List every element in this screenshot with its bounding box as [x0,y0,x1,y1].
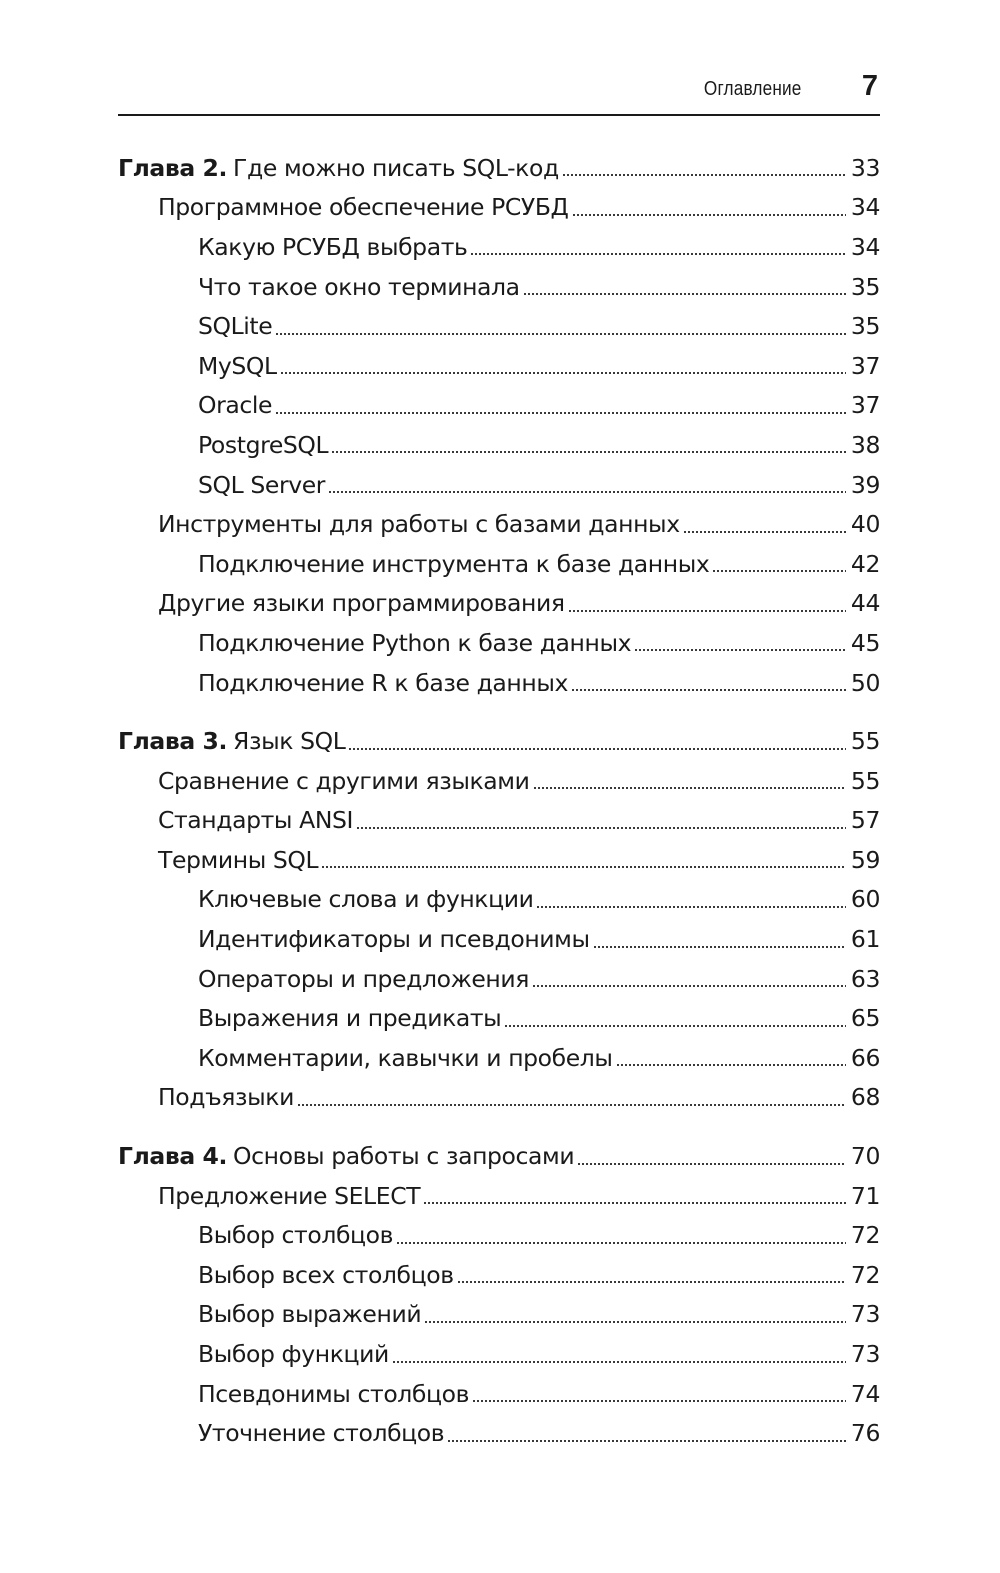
toc-page-number: 60 [850,885,880,914]
dot-leader [532,985,846,987]
toc-page-number: 37 [850,391,880,420]
dot-leader [392,1361,846,1363]
dot-leader [470,253,846,255]
dot-leader [634,649,846,651]
toc-page-number: 66 [850,1043,880,1072]
toc-section[interactable] [118,1078,880,1118]
toc-entry-title: Подключение инструмента к базе данных [198,550,712,578]
toc-page-number: 39 [850,470,880,499]
toc-entry-text [118,1142,577,1170]
toc-page-number: 34 [850,193,880,222]
dot-leader [328,491,846,493]
toc-subsection[interactable] [118,663,880,703]
toc-subsection[interactable] [118,1334,880,1374]
toc-page-number: 74 [850,1379,880,1408]
toc-page-number: 76 [850,1419,880,1448]
toc-entry-title: Подключение R к базе данных [198,669,571,697]
dot-leader [423,1202,846,1204]
toc-page-number: 50 [850,668,880,697]
dot-leader [572,214,846,216]
toc-entry-title: Сравнение с другими языками [158,767,533,795]
dot-leader [424,1321,846,1323]
dot-leader [447,1440,846,1442]
dot-leader [577,1163,846,1165]
toc-subsection[interactable] [118,544,880,584]
toc-entry-title: Выбор функций [198,1340,392,1368]
toc-section[interactable] [118,761,880,801]
toc-entry-title: Стандарты ANSI [158,806,356,834]
toc-entry-title: Инструменты для работы с базами данных [158,510,683,538]
toc-entry-title: Предложение SELECT [158,1182,423,1210]
toc-page-number: 65 [850,1004,880,1033]
toc-subsection[interactable] [118,1295,880,1335]
page-number: 7 [861,70,878,102]
toc-page-number: 57 [850,806,880,835]
chapter-label: Глава 3. [118,727,228,756]
dot-leader [504,1025,846,1027]
toc-page-number: 72 [850,1221,880,1250]
toc-page-number: 33 [850,153,880,182]
toc-subsection[interactable] [118,1255,880,1295]
chapter-title: Основы работы с запросами [233,1142,575,1171]
toc-chapter [118,148,880,702]
dot-leader [396,1242,846,1244]
toc-page-number: 45 [850,628,880,657]
toc-page-number: 68 [850,1083,880,1112]
dot-leader [562,174,846,176]
toc-page-number: 73 [850,1340,880,1369]
toc-entry-title: Ключевые слова и функции [198,885,536,913]
toc-entry-title: Уточнение столбцов [198,1419,447,1447]
toc-page-number: 34 [850,232,880,261]
toc-entry-title: MySQL [198,352,280,380]
dot-leader [571,689,846,691]
toc-entry-title: Другие языки программирования [158,589,568,617]
toc-entry-text [118,727,348,755]
toc-subsection[interactable] [118,998,880,1038]
dot-leader [331,451,846,453]
toc-subsection[interactable] [118,306,880,346]
dot-leader [712,570,846,572]
toc-page-number: 70 [850,1142,880,1171]
toc-subsection[interactable] [118,1413,880,1453]
toc-section[interactable] [118,504,880,544]
toc-subsection[interactable] [118,346,880,386]
toc-chapter-heading[interactable] [118,148,880,188]
toc-page-number: 59 [850,845,880,874]
toc-entry-title: Подъязыки [158,1083,297,1111]
toc-entry-title: SQLite [198,312,275,340]
toc-entry-title: Идентификаторы и псевдонимы [198,925,593,953]
toc-entry-title: Какую РСУБД выбрать [198,233,470,261]
running-title: Оглавление [704,78,802,100]
toc-entry-title: Термины SQL [158,846,321,874]
toc-subsection[interactable] [118,623,880,663]
toc-page-number: 73 [850,1300,880,1329]
dot-leader [616,1064,846,1066]
dot-leader [523,293,846,295]
toc-page-number: 55 [850,766,880,795]
toc-page-number: 72 [850,1260,880,1289]
toc-entry-title: Выбор столбцов [198,1221,396,1249]
toc-page-number: 63 [850,964,880,993]
chapter-title: Язык SQL [233,727,346,756]
toc-page-number: 42 [850,549,880,578]
toc-entry-title: PostgreSQL [198,431,331,459]
page-header [118,70,880,116]
toc-subsection[interactable] [118,425,880,465]
toc-chapter-heading[interactable] [118,1136,880,1176]
toc-subsection[interactable] [118,959,880,999]
chapter-title: Где можно писать SQL-код [233,153,559,182]
toc-chapter-heading[interactable] [118,721,880,761]
dot-leader [472,1400,846,1402]
toc-entry-text [118,154,562,182]
toc-subsection[interactable] [118,1374,880,1414]
toc-entry-title: Выбор выражений [198,1300,424,1328]
toc-page-number: 44 [850,589,880,618]
toc-entry-title: Операторы и предложения [198,965,532,993]
toc-subsection[interactable] [118,1038,880,1078]
toc-page-number: 35 [850,312,880,341]
toc-subsection[interactable] [118,880,880,920]
chapter-label: Глава 4. [118,1142,228,1171]
toc-section[interactable] [118,188,880,228]
dot-leader [321,866,846,868]
toc-section[interactable] [118,1176,880,1216]
dot-leader [356,827,846,829]
dot-leader [348,748,846,750]
dot-leader [593,946,846,948]
dot-leader [297,1104,846,1106]
toc-subsection[interactable] [118,1215,880,1255]
toc-subsection[interactable] [118,465,880,505]
toc-entry-title: Oracle [198,391,275,419]
chapter-label: Глава 2. [118,153,228,182]
toc-entry-title: Программное обеспечение РСУБД [158,193,572,221]
toc-subsection[interactable] [118,227,880,267]
dot-leader [536,906,846,908]
dot-leader [457,1281,846,1283]
toc-entry-title: Выбор всех столбцов [198,1261,457,1289]
toc-subsection[interactable] [118,267,880,307]
table-of-contents [118,148,880,1472]
toc-section[interactable] [118,584,880,624]
toc-page-number: 71 [850,1181,880,1210]
toc-entry-title: Выражения и предикаты [198,1004,504,1032]
toc-entry-title: Комментарии, кавычки и пробелы [198,1044,616,1072]
toc-entry-title: Псевдонимы столбцов [198,1380,472,1408]
toc-page-number: 35 [850,272,880,301]
toc-entry-title: Что такое окно терминала [198,273,523,301]
dot-leader [280,372,846,374]
toc-section[interactable] [118,801,880,841]
toc-page-number: 61 [850,925,880,954]
toc-page-number: 37 [850,351,880,380]
toc-page-number: 38 [850,430,880,459]
toc-subsection[interactable] [118,919,880,959]
dot-leader [275,412,846,414]
toc-subsection[interactable] [118,386,880,426]
toc-entry-title: Подключение Python к базе данных [198,629,634,657]
toc-page-number: 40 [850,510,880,539]
toc-chapter [118,721,880,1117]
dot-leader [275,333,846,335]
dot-leader [683,531,846,533]
toc-entry-title: SQL Server [198,471,328,499]
toc-chapter [118,1136,880,1453]
dot-leader [533,787,847,789]
toc-section[interactable] [118,840,880,880]
toc-page-number: 55 [850,727,880,756]
dot-leader [568,610,846,612]
